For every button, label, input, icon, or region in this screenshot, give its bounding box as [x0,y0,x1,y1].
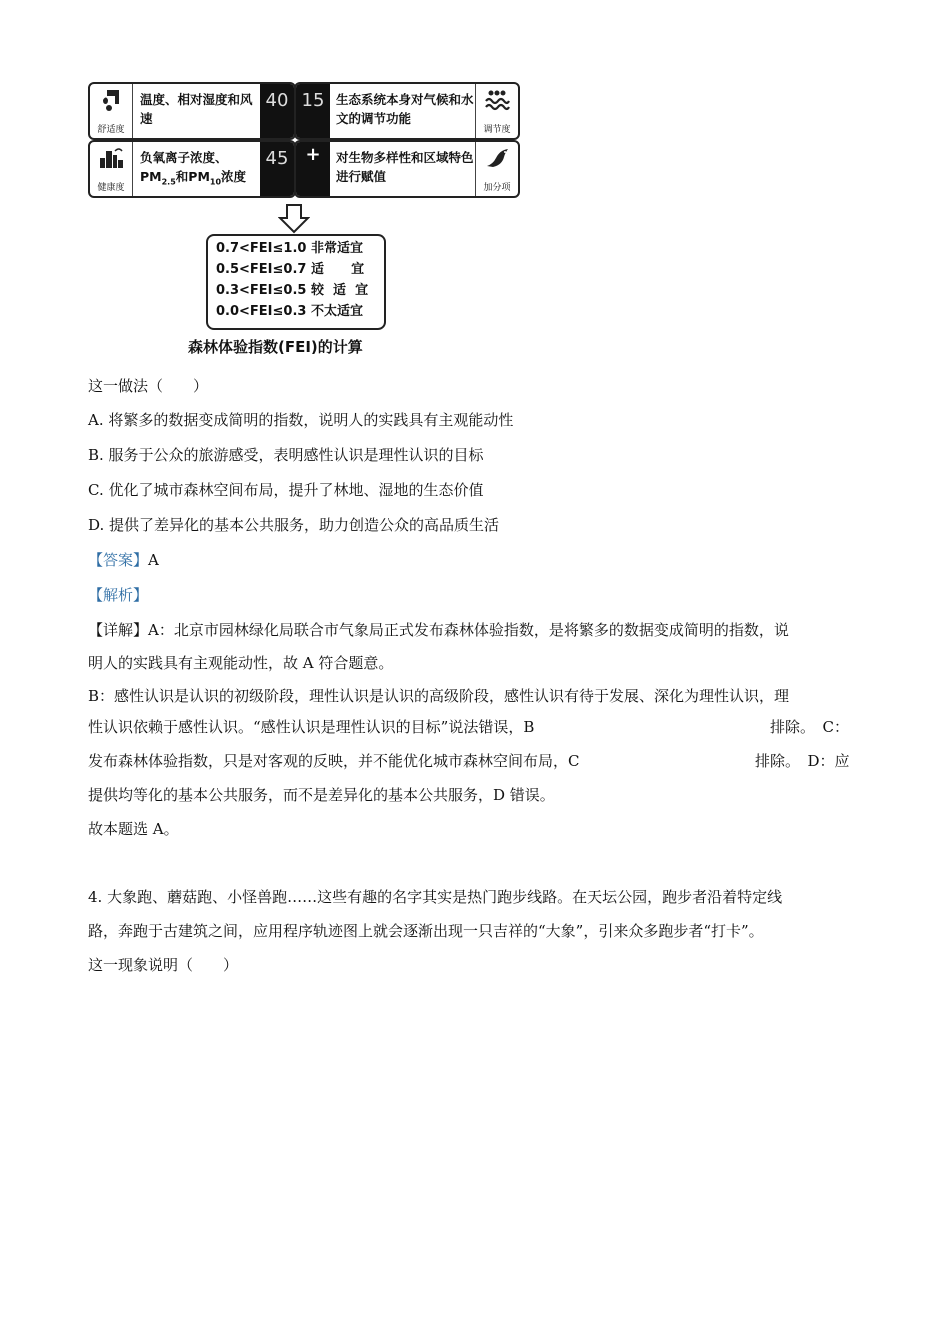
faucet-icon [90,88,132,119]
bonus-icon-box [475,142,518,196]
comfort-icon-box [90,84,133,138]
plus-icon: + [305,144,321,165]
bonus-score-box [296,142,330,196]
detail-line-4: 性认识依赖于感性认识。“感性认识是理性认识的目标”说法错误，B [88,718,535,736]
detail-text-1: A：北京市园林绿化局联合市气象局正式发布森林体验指数，是将繁多的数据变成简明的指数，说 [148,621,789,639]
detail-line-3: B：感性认识是认识的初级阶段，理性认识是认识的高级阶段，感性认识有待于发展、深化为理性认识，理 [88,687,790,705]
q4-line-1: 4. 大象跑、蘑菇跑、小怪兽跑……这些有趣的名字其实是热门跑步线路。在天坛公园，跑步者沿着特定线 [88,888,783,906]
health-card [88,140,296,198]
comfort-score-box [260,84,294,138]
figure-caption: 森林体验指数(FEI)的计算 [188,338,363,356]
option-a: A. 将繁多的数据变成简明的指数，说明人的实践具有主观能动性 [88,411,514,429]
down-arrow-icon [278,204,310,234]
pm10-subscript: 10 [209,177,222,187]
regulation-score: 15 [301,90,325,111]
answer-tag: 【答案】 [88,551,149,569]
scale-row-4: 0.0<FEI≤0.3 不太适宜 [216,304,363,319]
detail-tag: 【详解】 [88,621,149,639]
analysis-tag: 【解析】 [88,586,149,604]
health-text [140,148,260,192]
health-score-box [260,142,294,196]
and-pm-label: 和PM [175,169,210,184]
regulation-text: 生态系统本身对气候和水文的调节功能 [336,92,474,126]
q4-line-2: 路，奔跑于古建筑之间，应用程序轨迹图上就会逐渐出现一只吉祥的“大象”，引来众多跑步者“打卡”。 [88,922,764,940]
detail-line-5-end: 排除。 D：应 [755,752,850,770]
regulation-card [294,82,520,140]
health-icon-box [90,142,133,196]
bonus-text: 对生物多样性和区域特色进行赋值 [336,150,474,184]
health-text-line2 [140,167,260,192]
comfort-icon-label: 舒适度 [97,125,125,135]
comfort-text: 温度、相对湿度和风速 [140,92,253,126]
regulation-icon-box [475,84,518,138]
bird-icon [476,146,518,175]
scale-row-3: 0.3<FEI≤0.5 较 适 宜 [216,283,369,298]
bonus-card [294,140,520,198]
concentration-label: 浓度 [221,169,247,184]
fei-scale-box [206,234,386,330]
detail-line-5: 发布森林体验指数，只是对客观的反映，并不能优化城市森林空间布局，C [88,752,580,770]
option-c: C. 优化了城市森林空间布局，提升了林地、湿地的生态价值 [88,481,484,499]
detail-line-4-end: 排除。 C： [770,718,849,736]
scale-row-1: 0.7<FEI≤1.0 非常适宜 [216,241,363,256]
detail-line-2: 明人的实践具有主观能动性，故 A 符合题意。 [88,654,394,672]
scale-row-2: 0.5<FEI≤0.7 适 宜 [216,262,365,277]
option-d: D. 提供了差异化的基本公共服务，助力创造公众的高品质生活 [88,516,500,534]
water-waves-icon [476,88,518,117]
regulation-score-box [296,84,330,138]
pm-label: PM [140,169,162,184]
question-stem: 这一做法（ ） [88,377,209,395]
pm25-subscript: 2.5 [161,177,176,187]
regulation-icon-label: 调节度 [483,125,511,135]
comfort-card [88,82,296,140]
answer-value: A [148,551,159,569]
option-b: B. 服务于公众的旅游感受，表明感性认识是理性认识的目标 [88,446,484,464]
health-icon-label: 健康度 [97,183,125,193]
detail-line-6: 提供均等化的基本公共服务，而不是差异化的基本公共服务，D 错误。 [88,786,555,804]
health-score: 45 [265,148,289,169]
city-skyline-icon [90,146,132,175]
comfort-score: 40 [265,90,289,111]
detail-line-1 [88,619,789,641]
answer-line [88,549,159,571]
q4-line-3: 这一现象说明（ ） [88,956,239,974]
bonus-icon-label: 加分项 [483,183,511,193]
conclusion-line: 故本题选 A。 [88,820,179,838]
health-text-line1: 负氧离子浓度、 [140,150,228,165]
fei-figure [88,82,520,362]
